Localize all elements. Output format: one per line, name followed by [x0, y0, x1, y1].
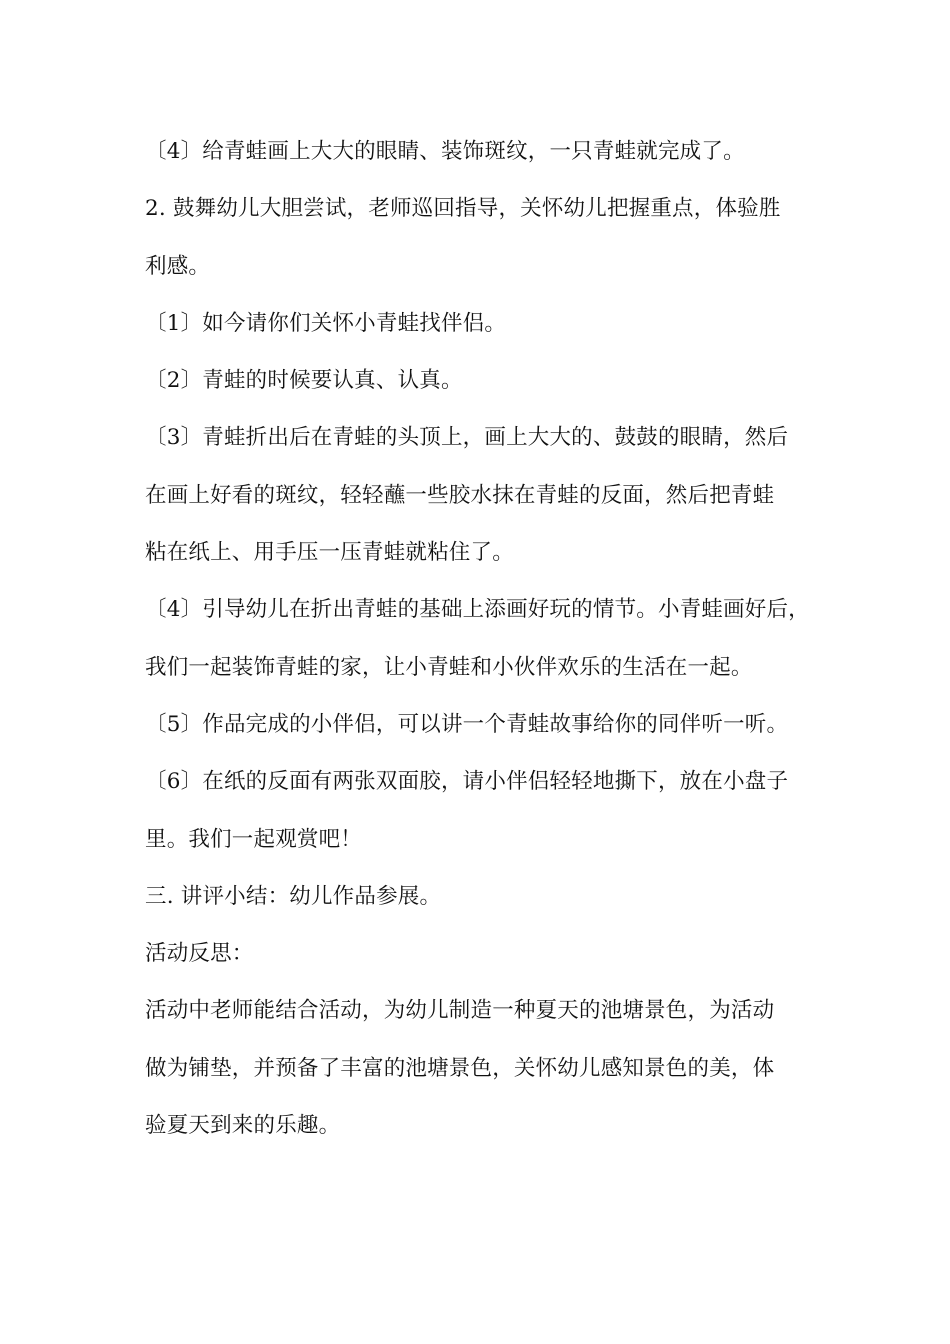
text-line: 〔1〕如今请你们关怀小青蛙找伴侣。	[145, 310, 507, 336]
text-line: 利感。	[145, 253, 211, 279]
text-line: 2. 鼓舞幼儿大胆尝试，老师巡回指导，关怀幼儿把握重点，体验胜	[145, 196, 781, 222]
text-line: 〔5〕作品完成的小伴侣，可以讲一个青蛙故事给你的同伴听一听。	[145, 711, 789, 737]
text-line: 验夏天到来的乐趣。	[145, 1113, 341, 1139]
text-line: 〔4〕引导幼儿在折出青蛙的基础上添画好玩的情节。小青蛙画好后，	[145, 597, 810, 623]
text-line: 里。我们一起观赏吧！	[145, 826, 363, 852]
text-line: 〔2〕青蛙的时候要认真、认真。	[145, 368, 463, 394]
text-line: 在画上好看的斑纹，轻轻蘸一些胶水抹在青蛙的反面，然后把青蛙	[145, 482, 775, 508]
text-line: 我们一起装饰青蛙的家，让小青蛙和小伙伴欢乐的生活在一起。	[145, 654, 753, 680]
text-line: 做为铺垫，并预备了丰富的池塘景色，关怀幼儿感知景色的美，体	[145, 1055, 775, 1081]
text-line: 粘在纸上、用手压一压青蛙就粘住了。	[145, 540, 514, 566]
document-body	[145, 128, 825, 1159]
text-line: 〔6〕在纸的反面有两张双面胶，请小伴侣轻轻地撕下，放在小盘子	[145, 769, 789, 795]
text-line: 〔3〕青蛙折出后在青蛙的头顶上，画上大大的、鼓鼓的眼睛，然后	[145, 425, 789, 451]
section-heading: 三. 讲评小结：幼儿作品参展。	[145, 883, 442, 909]
text-line: 活动中老师能结合活动，为幼儿制造一种夏天的池塘景色，为活动	[145, 998, 775, 1024]
section-heading: 活动反思：	[145, 941, 254, 967]
text-line: 〔4〕给青蛙画上大大的眼睛、装饰斑纹，一只青蛙就完成了。	[145, 139, 745, 164]
